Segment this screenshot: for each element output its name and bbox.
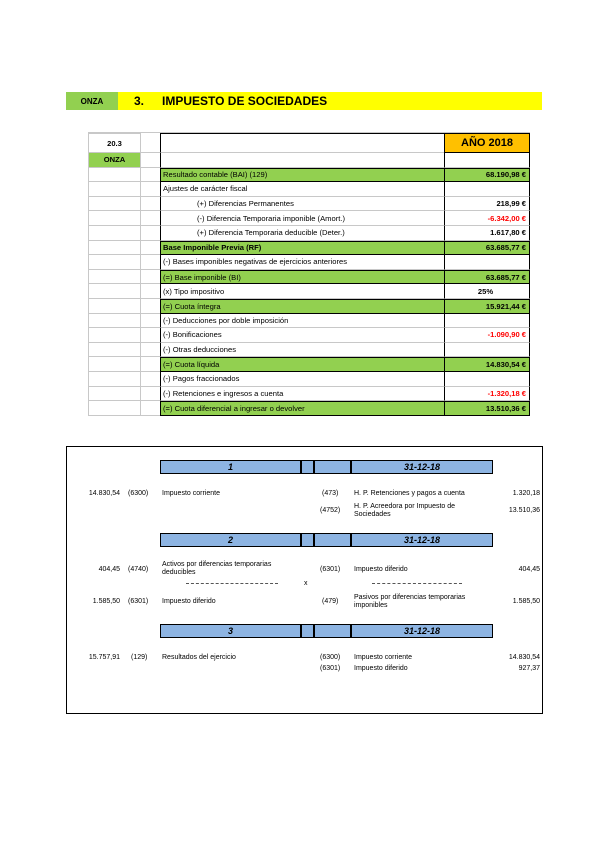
entry-3-credit1-name: Impuesto corriente bbox=[354, 654, 412, 661]
table-row: Base Imponible Previa (RF) 63.685,77 € bbox=[88, 241, 530, 256]
entry-1-credit1-code: (473) bbox=[322, 490, 339, 497]
entry-3-spacer-a bbox=[301, 624, 314, 638]
table-row: Resultado contable (BAI) (129) 68.190,98 € bbox=[88, 168, 530, 183]
entry-3-credit1-amount: 14.830,54 bbox=[508, 654, 540, 661]
table-row: (=) Cuota diferencial a ingresar o devolver 13.510,36 € bbox=[88, 401, 530, 416]
tax-computation-table bbox=[88, 132, 530, 416]
section-banner bbox=[66, 92, 542, 110]
table-row: (=) Base imponible (BI) 63.685,77 € bbox=[88, 270, 530, 285]
entry-2-separator-right bbox=[372, 583, 462, 584]
entry-1-credit1-amount: 1.320,18 bbox=[512, 490, 540, 497]
entry-2-spacer-b bbox=[314, 533, 351, 547]
entry-2-credit1-name: Impuesto diferido bbox=[354, 566, 408, 573]
entry-3-debit-amount: 15.757,91 bbox=[88, 654, 120, 661]
year-label: AÑO 2018 bbox=[444, 133, 530, 153]
entry-2-debit1-amount: 404,45 bbox=[98, 566, 120, 573]
table-row: (x) Tipo impositivo 25% bbox=[88, 284, 530, 299]
entry-3-debit-name: Resultados del ejercicio bbox=[162, 654, 236, 661]
table-company-row bbox=[88, 153, 530, 168]
entry-1-credit2-code: (4752) bbox=[320, 507, 341, 514]
entry-2-credit2-code: (479) bbox=[322, 598, 339, 605]
entry-3-spacer-b bbox=[314, 624, 351, 638]
entry-2-credit2-name: Pasivos por diferencias temporarias imponibles bbox=[354, 594, 466, 609]
company-tag: ONZA bbox=[66, 92, 118, 110]
entry-2-separator-left bbox=[186, 583, 278, 584]
entry-1-credit1-name: H. P. Retenciones y pagos a cuenta bbox=[354, 490, 465, 497]
exercise-code: 20.3 bbox=[88, 133, 140, 153]
table-row: (+) Diferencia Temporaria deducible (Deter.) 1.617,80 € bbox=[88, 226, 530, 241]
table-row: (-) Deducciones por doble imposición bbox=[88, 314, 530, 329]
entry-2-credit1-amount: 404,45 bbox=[518, 566, 540, 573]
entry-2-credit2-amount: 1.585,50 bbox=[512, 598, 540, 605]
entry-2-debit1-code: (4740) bbox=[128, 566, 149, 573]
entry-3-credit2-name: Impuesto diferido bbox=[354, 665, 408, 672]
table-row: (-) Bonificaciones -1.090,90 € bbox=[88, 328, 530, 343]
entry-3-credit2-amount: 927,37 bbox=[518, 665, 540, 672]
entry-3-debit-code: (129) bbox=[131, 654, 148, 661]
entry-1-spacer-b bbox=[314, 460, 351, 474]
section-title: IMPUESTO DE SOCIEDADES bbox=[162, 94, 328, 108]
entry-2-date: 31-12-18 bbox=[351, 533, 493, 547]
entry-2-separator-x: x bbox=[304, 580, 308, 587]
entry-1-number: 1 bbox=[160, 460, 301, 474]
entry-2-spacer-a bbox=[301, 533, 314, 547]
entry-2-debit1-name: Activos por diferencias temporarias deducibles bbox=[162, 561, 272, 576]
entry-1-debit-name: Impuesto corriente bbox=[162, 490, 220, 497]
entry-3-credit2-code: (6301) bbox=[320, 665, 341, 672]
entry-1-spacer-a bbox=[301, 460, 314, 474]
table-row: (-) Otras deducciones bbox=[88, 343, 530, 358]
entry-1-date: 31-12-18 bbox=[351, 460, 493, 474]
entry-2-debit2-name: Impuesto diferido bbox=[162, 598, 216, 605]
table-row: (+) Diferencias Permanentes 218,99 € bbox=[88, 197, 530, 212]
table-row: (-) Retenciones e ingresos a cuenta -1.320,18 € bbox=[88, 387, 530, 402]
entry-3-date: 31-12-18 bbox=[351, 624, 493, 638]
entry-1-debit-amount: 14.830,54 bbox=[88, 490, 120, 497]
entry-1-debit-code: (6300) bbox=[128, 490, 149, 497]
table-row: Ajustes de carácter fiscal bbox=[88, 182, 530, 197]
entry-2-number: 2 bbox=[160, 533, 301, 547]
entry-3-credit1-code: (6300) bbox=[320, 654, 341, 661]
entry-2-credit1-code: (6301) bbox=[320, 566, 341, 573]
entry-1-credit2-amount: 13.510,36 bbox=[508, 507, 540, 514]
table-header-row bbox=[88, 132, 530, 153]
section-number: 3. bbox=[134, 94, 145, 108]
table-row: (-) Pagos fraccionados bbox=[88, 372, 530, 387]
table-row: (-) Diferencia Temporaria imponible (Amort.) -6.342,00 € bbox=[88, 211, 530, 226]
table-row: (=) Cuota íntegra 15.921,44 € bbox=[88, 299, 530, 314]
entry-2-debit2-code: (6301) bbox=[128, 598, 149, 605]
company-cell: ONZA bbox=[88, 153, 140, 168]
table-row: (-) Bases imponibles negativas de ejercicios anteriores bbox=[88, 255, 530, 270]
entry-3-number: 3 bbox=[160, 624, 301, 638]
entry-1-credit2-name: H. P. Acreedora por Impuesto de Sociedades bbox=[354, 503, 456, 518]
table-row: (=) Cuota líquida 14.830,54 € bbox=[88, 357, 530, 372]
entry-2-debit2-amount: 1.585,50 bbox=[92, 598, 120, 605]
